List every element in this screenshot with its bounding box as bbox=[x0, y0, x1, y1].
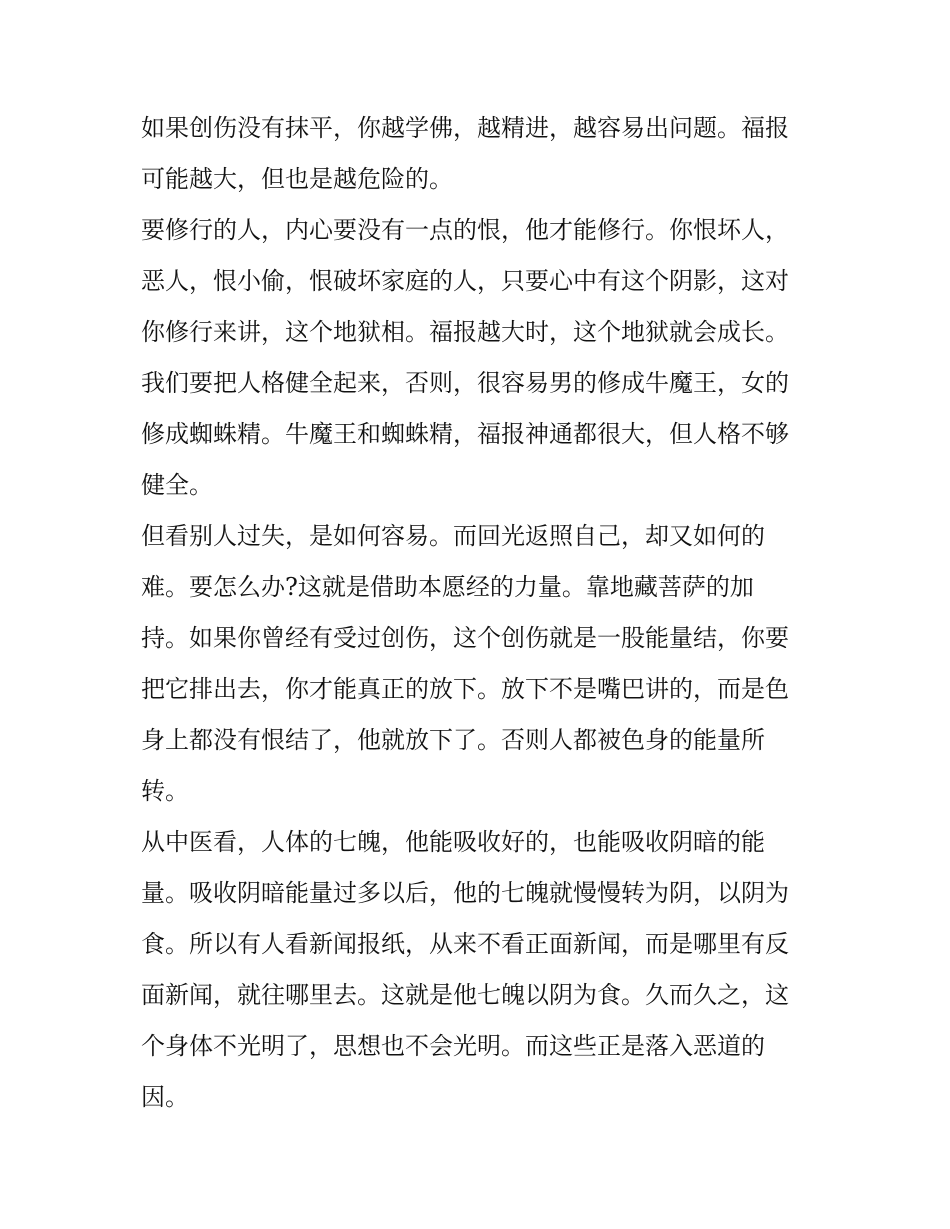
text-line: 可能越大，但也是越危险的。 bbox=[141, 165, 453, 193]
text-line: 量。吸收阴暗能量过多以后，他的七魄就慢慢转为阴，以阴为 bbox=[141, 879, 789, 907]
text-line: 难。要怎么办?这就是借助本愿经的力量。靠地藏菩萨的加 bbox=[141, 573, 754, 601]
text-line: 我们要把人格健全起来，否则，很容易男的修成牛魔王，女的 bbox=[141, 369, 789, 397]
text-line: 转。 bbox=[141, 777, 189, 805]
text-line: 你修行来讲，这个地狱相。福报越大时，这个地狱就会成长。 bbox=[141, 318, 789, 346]
text-line: 但看别人过失，是如何容易。而回光返照自己，却又如何的 bbox=[141, 522, 765, 550]
text-line: 持。如果你曾经有受过创伤，这个创伤就是一股能量结，你要 bbox=[141, 624, 789, 652]
text-line: 健全。 bbox=[141, 471, 213, 499]
text-line: 把它排出去，你才能真正的放下。放下不是嘴巴讲的，而是色 bbox=[141, 675, 789, 703]
text-line: 从中医看，人体的七魄，他能吸收好的，也能吸收阴暗的能 bbox=[141, 828, 765, 856]
text-line: 因。 bbox=[141, 1083, 189, 1111]
text-line: 如果创伤没有抹平，你越学佛，越精进，越容易出问题。福报 bbox=[141, 114, 789, 142]
text-line: 个身体不光明了，思想也不会光明。而这些正是落入恶道的 bbox=[141, 1032, 765, 1060]
text-line: 要修行的人，内心要没有一点的恨，他才能修行。你恨坏人， bbox=[141, 216, 789, 244]
text-line: 食。所以有人看新闻报纸，从来不看正面新闻，而是哪里有反 bbox=[141, 930, 789, 958]
text-line: 修成蜘蛛精。牛魔王和蜘蛛精，福报神通都很大，但人格不够 bbox=[141, 420, 789, 448]
text-line: 身上都没有恨结了，他就放下了。否则人都被色身的能量所 bbox=[141, 726, 765, 754]
text-line: 面新闻，就往哪里去。这就是他七魄以阴为食。久而久之，这 bbox=[141, 981, 789, 1009]
text-line: 恶人，恨小偷，恨破坏家庭的人，只要心中有这个阴影，这对 bbox=[141, 267, 789, 295]
document-body bbox=[141, 103, 831, 1123]
